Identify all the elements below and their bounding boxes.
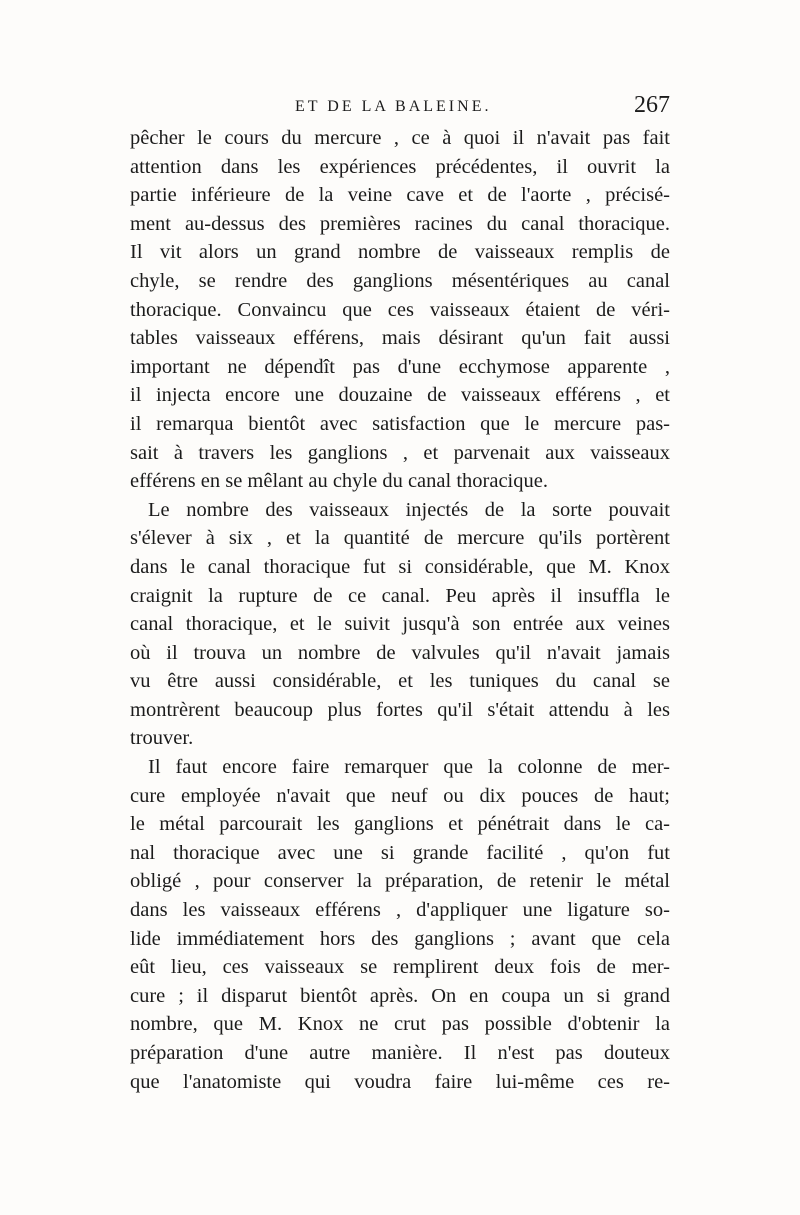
paragraph-first-line: Il faut encore faire remarquer que la colonne de mer- bbox=[148, 756, 670, 779]
body-text bbox=[130, 124, 670, 1096]
text-line: cure ; il disparut bientôt après. On en coupa un si grand bbox=[130, 984, 670, 1007]
text-line: canal thoracique, et le suivit jusqu'à son entrée aux veines bbox=[130, 613, 670, 636]
text-line: le métal parcourait les ganglions et pénétrait dans le ca- bbox=[130, 813, 670, 836]
text-line: important ne dépendît pas d'une ecchymose apparente , bbox=[130, 355, 670, 378]
paragraph-first-line: Le nombre des vaisseaux injectés de la sorte pouvait bbox=[148, 498, 670, 521]
text-line: vu être aussi considérable, et les tuniques du canal se bbox=[130, 670, 670, 693]
text-line: s'élever à six , et la quantité de mercure qu'ils portèrent bbox=[130, 527, 670, 550]
text-line: préparation d'une autre manière. Il n'est pas douteux bbox=[130, 1042, 670, 1064]
text-line: dans le canal thoracique fut si considérable, que M. Knox bbox=[130, 555, 670, 578]
text-line: nombre, que M. Knox ne crut pas possible d'obtenir la bbox=[130, 1013, 670, 1036]
text-line: que l'anatomiste qui voudra faire lui-même ces re- bbox=[130, 1070, 670, 1093]
text-line: ment au-dessus des premières racines du canal thoracique. bbox=[130, 212, 670, 235]
text-line: partie inférieure de la veine cave et de l'aorte , précisé- bbox=[130, 184, 670, 207]
text-line: tables vaisseaux efférens, mais désirant qu'un fait aussi bbox=[130, 327, 670, 350]
running-head bbox=[130, 92, 670, 122]
text-line: il injecta encore une douzaine de vaisseaux efférens , et bbox=[130, 384, 670, 407]
text-line: craignit la rupture de ce canal. Peu après il insuffla le bbox=[130, 584, 670, 607]
text-line: il remarqua bientôt avec satisfaction que le mercure pas- bbox=[130, 412, 670, 435]
text-line: trouver. bbox=[130, 727, 194, 750]
text-line: Il vit alors un grand nombre de vaisseaux remplis de bbox=[130, 241, 670, 264]
text-line: montrèrent beaucoup plus fortes qu'il s'était attendu à les bbox=[130, 698, 670, 721]
text-line: où il trouva un nombre de valvules qu'il n'avait jamais bbox=[130, 641, 670, 664]
page-number: 267 bbox=[634, 92, 670, 118]
text-line: lide immédiatement hors des ganglions ; avant que cela bbox=[130, 927, 670, 950]
running-title: ET DE LA BALEINE. bbox=[295, 98, 492, 115]
text-line: nal thoracique avec une si grande facilité , qu'on fut bbox=[130, 841, 670, 864]
text-line: efférens en se mêlant au chyle du canal thoracique. bbox=[130, 470, 548, 493]
text-line: eût lieu, ces vaisseaux se remplirent deux fois de mer- bbox=[130, 956, 670, 979]
text-line: thoracique. Convaincu que ces vaisseaux étaient de véri- bbox=[130, 298, 670, 321]
text-line: chyle, se rendre des ganglions mésentériques au canal bbox=[130, 269, 670, 292]
text-line: pêcher le cours du mercure , ce à quoi il n'avait pas fait bbox=[130, 127, 670, 149]
text-line: dans les vaisseaux efférens , d'appliquer une ligature so- bbox=[130, 899, 670, 922]
text-line: attention dans les expériences précédentes, il ouvrit la bbox=[130, 155, 670, 178]
text-line: cure employée n'avait que neuf ou dix pouces de haut; bbox=[130, 784, 670, 807]
text-line: sait à travers les ganglions , et parvenait aux vaisseaux bbox=[130, 441, 670, 464]
text-line: obligé , pour conserver la préparation, de retenir le métal bbox=[130, 870, 670, 893]
